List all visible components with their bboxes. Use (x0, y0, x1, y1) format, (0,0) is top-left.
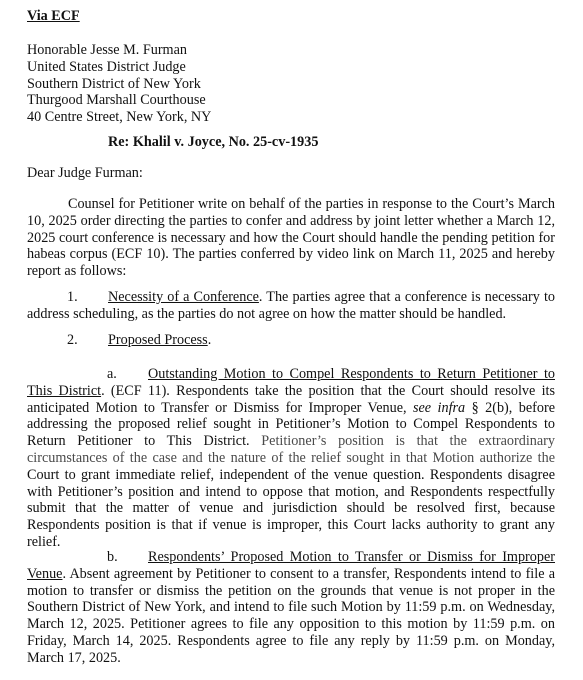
item-heading: Necessity of a Conference (108, 289, 259, 305)
intro-paragraph: Counsel for Petitioner write on behalf of the parties in response to the Court’s March 10, 2025 order directing the parties to confer and address by joint letter whether a March 12, 2025 court conference is necessary and how the Court should handle the pending petition for habeas corpus (ECF 10). The parties conferred by video link on March 11, 2025 and hereby report as follows: (27, 196, 555, 280)
subitem-motion-to-transfer (27, 549, 555, 667)
subitem-text: § 2(b), before addressing the proposed relief sought in Petitioner’s Motion to Compel Respondents to Return Petitioner to This District. (27, 399, 555, 450)
subitem-text: . Absent agreement by Petitioner to consent to a transfer, Respondents intend to file a motion to transfer or dismiss the petition on the grounds that venue is not proper in the Southern District of New York, and intend to file such Motion by 11:59 p.m. on Wednesday, March 12, 2025. Petitioner agrees to file any opposition to this motion by 11:59 p.m. on Friday, March 14, 2025. Respondents agree to file any reply by 11:59 p.m. on Monday, March 17, 2025. (27, 565, 555, 666)
item-text: . The parties agree that a conference is necessary to address scheduling, as the parties do not agree on how the matter should be handled. (27, 289, 555, 322)
item-punctuation: . (207, 332, 212, 348)
address-line: Honorable Jesse M. Furman (27, 42, 187, 58)
recipient-address (27, 42, 555, 126)
item-proposed-process (27, 332, 555, 349)
see-infra-citation: see infra (412, 399, 466, 416)
item-necessity-of-conference (27, 289, 555, 323)
subitem-text: Court to grant immediate relief, independent of the venue question. Respondents disagree with Petitioner’s position and intend to oppose that motion, and Respondents respectfully submit that the matter of venue and jurisdiction should be resolved first, because Respondents position is that if venue is improper, this Court lacks authority to grant any relief. (27, 466, 555, 550)
salutation: Dear Judge Furman: (27, 165, 143, 181)
address-line: Southern District of New York (27, 75, 201, 92)
subitem-motion-to-compel (27, 366, 555, 551)
address-line: 40 Centre Street, New York, NY (27, 109, 212, 126)
via-ecf-label: Via ECF (27, 8, 80, 24)
subitem-letter: a. (107, 366, 117, 382)
address-line: United States District Judge (27, 58, 186, 75)
subitem-text: . (ECF 11). Respondents take the position that the Court should resolve its anticipated Motion to Transfer or Dismiss for Improper Venue, (27, 382, 555, 416)
address-line: Thurgood Marshall Courthouse (27, 92, 206, 109)
item-number: 2. (67, 332, 78, 348)
subitem-heading: Respondents’ Proposed Motion to Transfer or Dismiss for Improper Venue (27, 549, 555, 582)
item-number: 1. (67, 289, 78, 305)
subitem-text-faint: Petitioner’s position is that the extraordinary circumstances of the case and the nature of the relief sought in that Motion authorize the (27, 433, 555, 466)
subitem-letter: b. (107, 549, 118, 565)
item-heading: Proposed Process (108, 332, 208, 348)
re-line: Re: Khalil v. Joyce, No. 25-cv-1935 (108, 134, 319, 150)
subitem-heading: Outstanding Motion to Compel Respondents to Return Petitioner to This District (27, 366, 555, 399)
